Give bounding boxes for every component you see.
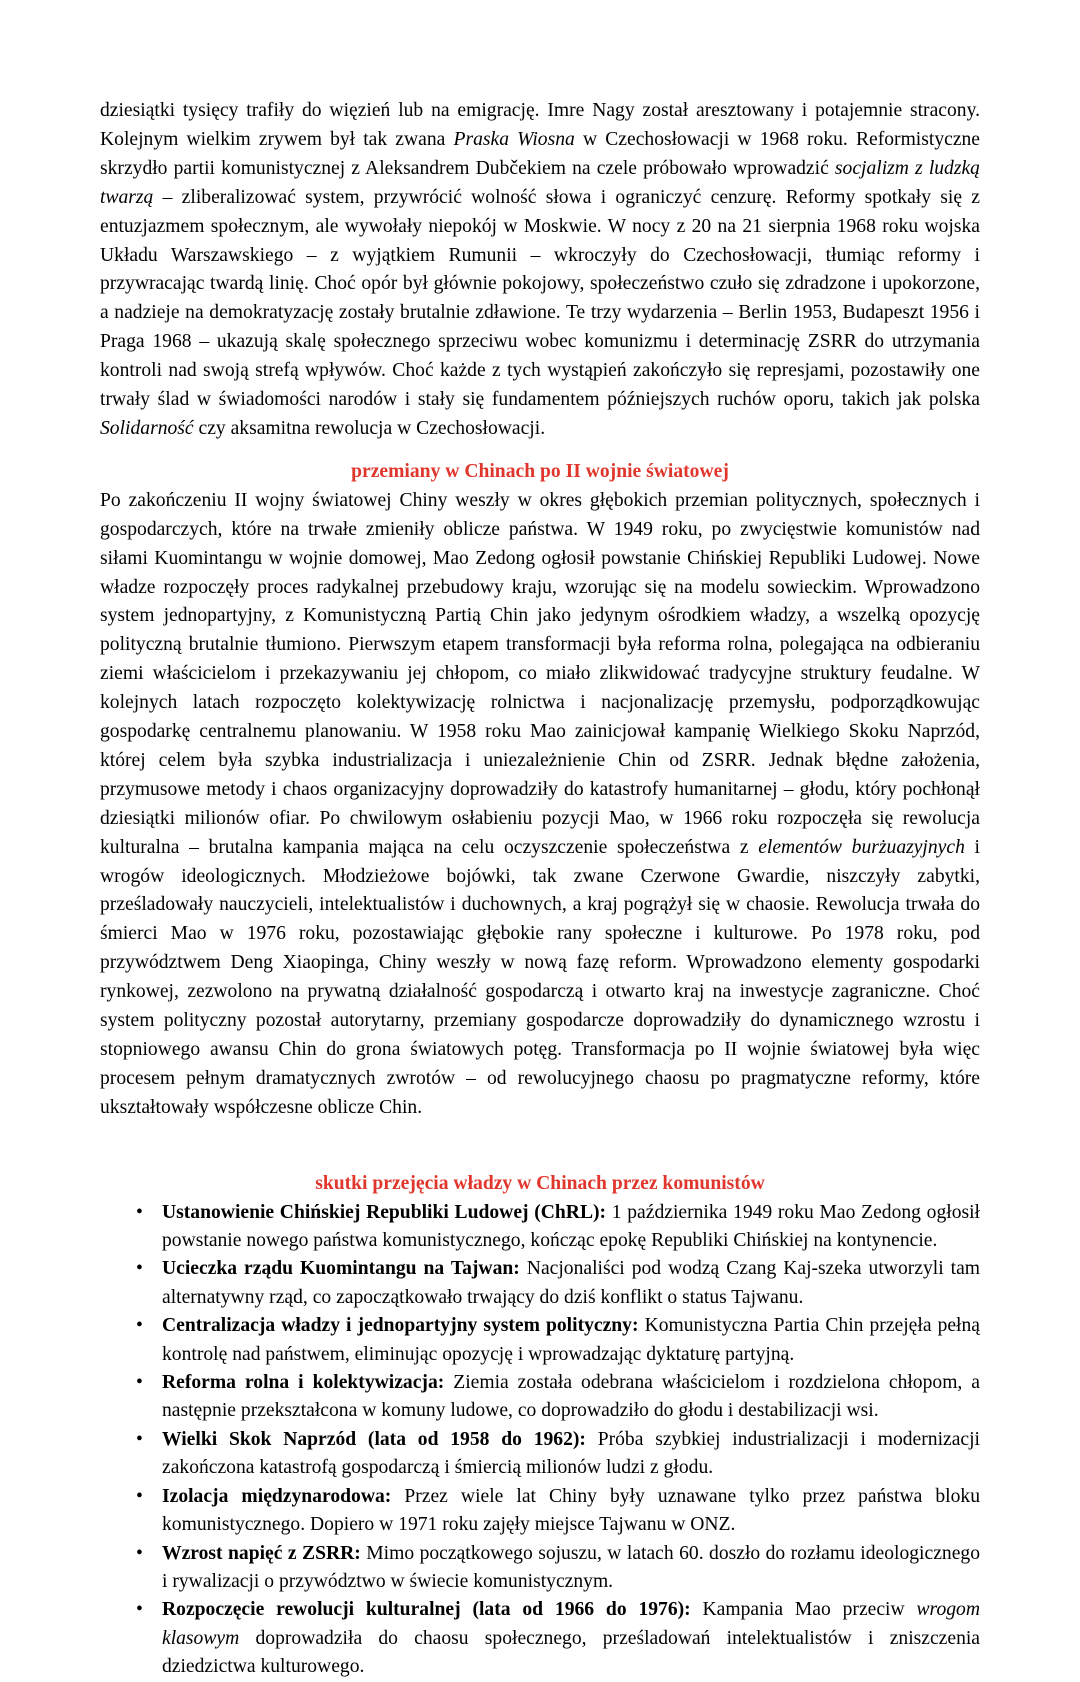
bullet-icon: • — [136, 1542, 143, 1564]
list-item-text: Ustanowienie Chińskiej Republiki Ludowej (ChRL): 1 października 1949 roku Mao Zedong ogłosił powstanie nowego państwa komunistycznego, kończąc epokę Republiki Chińskiej na kontynencie. — [162, 1201, 980, 1252]
list-item — [100, 1255, 980, 1312]
bullet-icon: • — [136, 1315, 143, 1337]
list-item-text: Reforma rolna i kolektywizacja: Ziemia została odebrana właścicielom i rozdzielona chłopom, a następnie przekształcona w komuny ludowe, co doprowadziło do głodu i destabilizacji wsi. — [162, 1372, 980, 1422]
list-item-text: Wzrost napięć z ZSRR: Mimo początkowego sojuszu, w latach 60. doszło do rozłamu ideologicznego i rywalizacji o przywództwo w świecie komunistycznym. — [162, 1542, 980, 1592]
bullet-icon: • — [136, 1201, 143, 1223]
list-item-text: Centralizacja władzy i jednopartyjny system polityczny: Komunistyczna Partia Chin przejęła pełną kontrolę nad państwem, eliminując opozycję i wprowadzając dyktaturę partyjną. — [162, 1315, 980, 1365]
list-item — [100, 1369, 980, 1426]
heading-communist-takeover-effects: skutki przejęcia władzy w Chinach przez komunistów — [315, 1172, 765, 1194]
bullet-icon: • — [136, 1485, 143, 1507]
list-item-text: Wielki Skok Naprzód (lata od 1958 do 1962): Próba szybkiej industrializacji i modernizacji zakończona katastrofą gospodarczą i śmiercią milionów ludzi z głodu. — [162, 1428, 980, 1479]
list-item — [100, 1483, 980, 1540]
list-item — [100, 1199, 980, 1256]
list-item-text: Rozpoczęcie rewolucji kulturalnej (lata od 1966 do 1976): Kampania Mao przeciw wrogom klasowym doprowadziła do chaosu społecznego, prześladowań intelektualistów i zniszczenia dziedzictwa kulturowego. — [162, 1599, 980, 1678]
list-item — [100, 1540, 980, 1597]
heading-china-transformations: przemiany w Chinach po II wojnie światowej — [351, 460, 729, 482]
bullet-icon: • — [136, 1258, 143, 1280]
effects-bullet-list — [100, 1199, 980, 1682]
list-item-text: Ucieczka rządu Kuomintangu na Tajwan: Nacjonaliści pod wodzą Czang Kaj-szeka utworzyli tam alternatywny rząd, co zapoczątkowało trwający do dziś konflikt o status Tajwanu. — [162, 1258, 981, 1308]
list-item — [100, 1312, 980, 1369]
bullet-icon: • — [136, 1372, 143, 1394]
list-item — [100, 1426, 980, 1483]
paragraph-china: Po zakończeniu II wojny światowej Chiny weszły w okres głębokich przemian politycznych, społecznych i gospodarczych, które na trwałe zmieniły oblicze państwa. W 1949 roku, po zwycięstwie komunistów nad siłami Kuomintangu w wojnie domowej, Mao Zedong ogłosił powstanie Chińskiej Republiki Ludowej. Nowe władze rozpoczęły proces radykalnej przebudowy kraju, wzorując się na modelu sowieckim. Wprowadzono system jednopartyjny, z Komunistyczną Partią Chin jako jedynym ośrodkiem władzy, a wszelką opozycję polityczną brutalnie tłumiono. Pierwszym etapem transformacji była reforma rolna, polegająca na odbieraniu ziemi właścicielom i przekazywaniu jej chłopom, co miało zlikwidować tradycyjne struktury feudalne. W kolejnych latach rozpoczęto kolektywizację rolnictwa i nacjonalizację przemysłu, podporządkowując gospodarkę centralnemu planowaniu. W 1958 roku Mao zainicjował kampanię Wielkiego Skoku Naprzód, której celem była szybka industrializacja i uniezależnienie Chin od ZSRR. Jednak błędne założenia, przymusowe metody i chaos organizacyjny doprowadziły do katastrofy humanitarnej – głodu, który pochłonął dziesiątki milionów ofiar. Po chwilowym osłabieniu pozycji Mao, w 1966 roku rozpoczęła się rewolucja kulturalna – brutalna kampania mająca na celu oczyszczenie społeczeństwa z elementów burżuazyjnych i wrogów ideologicznych. Młodzieżowe bojówki, tak zwane Czerwone Gwardie, niszczyły zabytki, prześladowały nauczycieli, intelektualistów i duchownych, a kraj pogrążył się w chaosie. Rewolucja trwała do śmierci Mao w 1976 roku, pozostawiając głębokie rany społeczne i kulturowe. Po 1978 roku, pod przywództwem Deng Xiaopinga, Chiny weszły w nową fazę reform. Wprowadzono elementy gospodarki rynkowej, zezwolono na prywatną działalność gospodarczą i otwarto kraj na inwestycje zagraniczne. Choć system polityczny pozostał autorytarny, przemiany gospodarcze doprowadziły do dynamicznego wzrostu i stopniowego awansu Chin do grona światowych potęg. Transformacja po II wojnie światowej była więc procesem pełnym dramatycznych zwrotów – od rewolucyjnego chaosu po pragmatyczne reformy, które ukształtowały współczesne oblicze Chin. — [100, 489, 980, 1118]
list-item-text: Izolacja międzynarodowa: Przez wiele lat Chiny były uznawane tylko przez państwa bloku komunistycznego. Dopiero w 1971 roku zajęły miejsce Tajwanu w ONZ. — [162, 1485, 980, 1536]
bullet-icon: • — [136, 1599, 143, 1621]
paragraph-intro: dziesiątki tysięcy trafiły do więzień lub na emigrację. Imre Nagy został aresztowany i potajemnie stracony. Kolejnym wielkim zrywem był tak zwana Praska Wiosna w Czechosłowacji w 1968 roku. Reformistyczne skrzydło partii komunistycznej z Aleksandrem Dubčekiem na czele próbowało wprowadzić socjalizm z ludzką twarzą – zliberalizować system, przywrócić wolność słowa i ograniczyć cenzurę. Reformy spotkały się z entuzjazmem społecznym, ale wywołały niepokój w Moskwie. W nocy z 20 na 21 sierpnia 1968 roku wojska Układu Warszawskiego – z wyjątkiem Rumunii – wkroczyły do Czechosłowacji, tłumiąc reformy i przywracając twardą linię. Choć opór był głównie pokojowy, społeczeństwo czuło się zdradzone i upokorzone, a nadzieje na demokratyzację zostały brutalnie zdławione. Te trzy wydarzenia – Berlin 1953, Budapeszt 1956 i Praga 1968 – ukazują skalę społecznego sprzeciwu wobec komunizmu i determinację ZSRR do utrzymania kontroli nad swoją strefą wpływów. Choć każde z tych wystąpień zakończyło się represjami, pozostawiły one trwały ślad w świadomości narodów i stały się fundamentem późniejszych ruchów oporu, takich jak polska Solidarność czy aksamitna rewolucja w Czechosłowacji. — [100, 100, 981, 439]
bullet-icon: • — [136, 1428, 143, 1450]
list-item — [100, 1596, 980, 1681]
